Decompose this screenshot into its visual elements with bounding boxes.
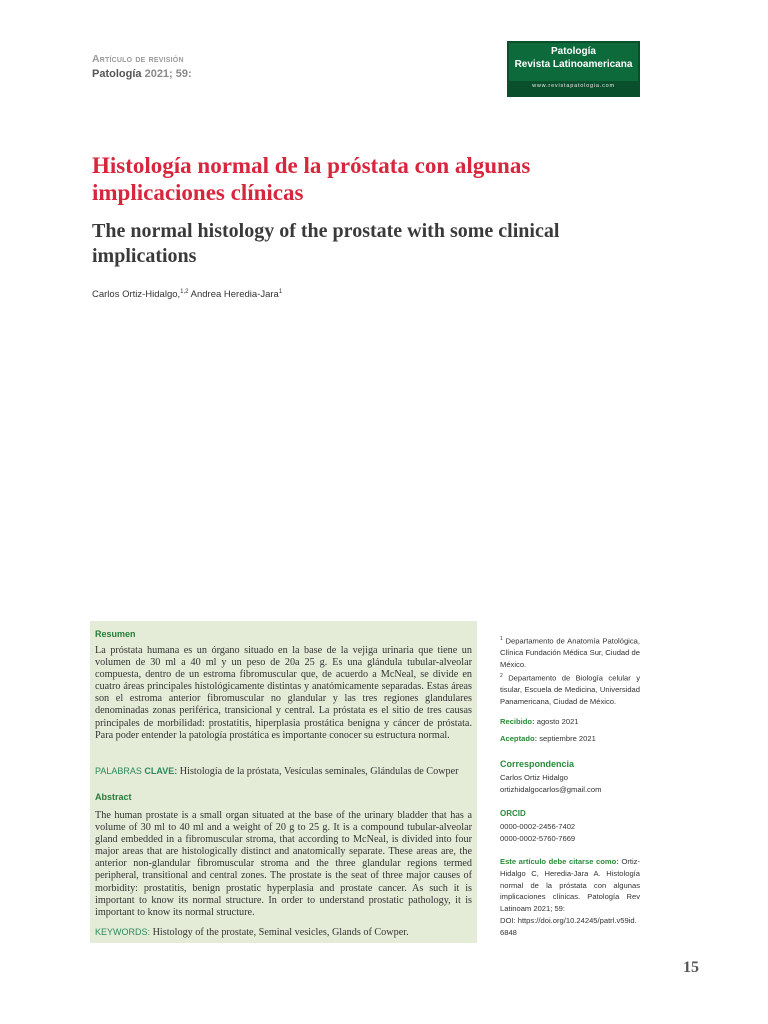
citation: [500, 856, 640, 915]
journal-issue: 2021; 59:: [144, 68, 192, 80]
logo-title: Patología: [550, 46, 596, 57]
journal-name: Patología: [92, 68, 142, 80]
citation-text: Ortiz-Hidalgo C, Heredia-Jara A. Histología normal de la próstata con algunas implicaciones clínicas. Patología Rev Latinoam 2021; 59:: [500, 857, 640, 914]
resumen-keywords: PALABRAS CLAVE: Histología de la próstata, Vesículas seminales, Glándulas de Cowper: [95, 766, 459, 777]
received-date: Recibido: agosto 2021: [500, 717, 579, 726]
author-1-affiliation: 1,2: [180, 289, 189, 295]
journal-logo: [507, 41, 640, 97]
keywords-label-es: PALABRAS CLAVE:: [95, 766, 178, 776]
abstract-keywords: KEYWORDS: Histology of the prostate, Seminal vesicles, Glands of Cowper.: [95, 927, 409, 938]
title-english: The normal histology of the prostate with some clinical implications: [92, 220, 560, 267]
correspondence-heading: Correspondencia: [500, 759, 575, 769]
orcid-heading: ORCID: [500, 809, 526, 818]
abstract-box: [90, 621, 477, 943]
logo-subtitle: Revista Latinoamericana: [514, 59, 633, 70]
resumen-heading: Resumen: [95, 629, 136, 639]
journal-reference: [92, 68, 192, 80]
authors: [92, 289, 282, 300]
keywords-label-en: KEYWORDS:: [95, 927, 151, 937]
title-spanish: Histología normal de la próstata con algunas implicaciones clínicas: [92, 153, 531, 205]
logo-url: www.revistapatologia.com: [532, 83, 615, 89]
author-2: Andrea Heredia-Jara: [188, 289, 279, 301]
author-2-affiliation: 1: [278, 289, 283, 295]
author-1: Carlos Ortiz-Hidalgo,: [92, 289, 181, 301]
page-number: 15: [683, 959, 699, 976]
correspondence-email[interactable]: ortizhidalgocarlos@gmail.com: [500, 785, 602, 794]
correspondence-name: Carlos Ortiz Hidalgo: [500, 773, 568, 782]
abstract-text: The human prostate is a small organ situated at the base of the urinary bladder that has a volume of 30 ml to 40 ml and a weight of 20 g to 25 g. It is a compound tubular-alveolar gland embedded in a fibromuscular stroma, that according to McNeal, is divided into four major areas that are histologically distinct and anatomically separate. These areas are, the anterior non-glandular fibromuscular stroma and the three glandular regions termed peripheral, transitional and central zones. The prostate is the seat of three major causes of morbidity: prostatitis, benign prostatic hyperplasia and prostate cancer. As such it is important to know its normal structure. In order to understand prostatic pathology, it is important to know its normal structure.: [95, 810, 472, 918]
affiliations: [500, 634, 640, 708]
accepted-date: Aceptado: septiembre 2021: [500, 734, 596, 743]
article-type: Artículo de revisión: [92, 53, 184, 65]
orcid-1[interactable]: 0000-0002-2456-7402: [500, 822, 576, 831]
orcid-2[interactable]: 0000-0002-5760-7669: [500, 834, 576, 843]
citation-doi[interactable]: DOI: https://doi.org/10.24245/patrl.v59id.6848: [500, 916, 637, 937]
abstract-heading: Abstract: [95, 792, 132, 802]
citation-label: Este artículo debe citarse como:: [500, 857, 619, 866]
affiliation-1: $^1$ Departamento de Anatomía Patológica, Clínica Fundación Médica Sur, Ciudad de México.: [500, 636, 640, 670]
resumen-text: La próstata humana es un órgano situado en la base de la vejiga urinaria que tiene un volumen de 30 ml a 40 ml y un peso de 20a 25 g. Es una glándula tubular-alveolar compuesta, dentro de un estroma fibromuscular que, de acuerdo a McNeal, se divide en cuatro áreas principales histológicamente distintas y anatómicamente separadas. Estas áreas son el estroma anterior fibromuscular no glandular y las tres regiones glandulares denominadas zonas periférica, transicional y central. La próstata es el sitio de tres causas principales de morbilidad: prostatitis, hiperplasia prostática benigna y cáncer de próstata. Para poder entender la patología prostática es importante conocer su estructura normal.: [95, 645, 472, 741]
affiliation-2: $^2$ Departamento de Biología celular y tisular, Escuela de Medicina, Universidad Panamericana, Ciudad de México.: [500, 672, 640, 707]
